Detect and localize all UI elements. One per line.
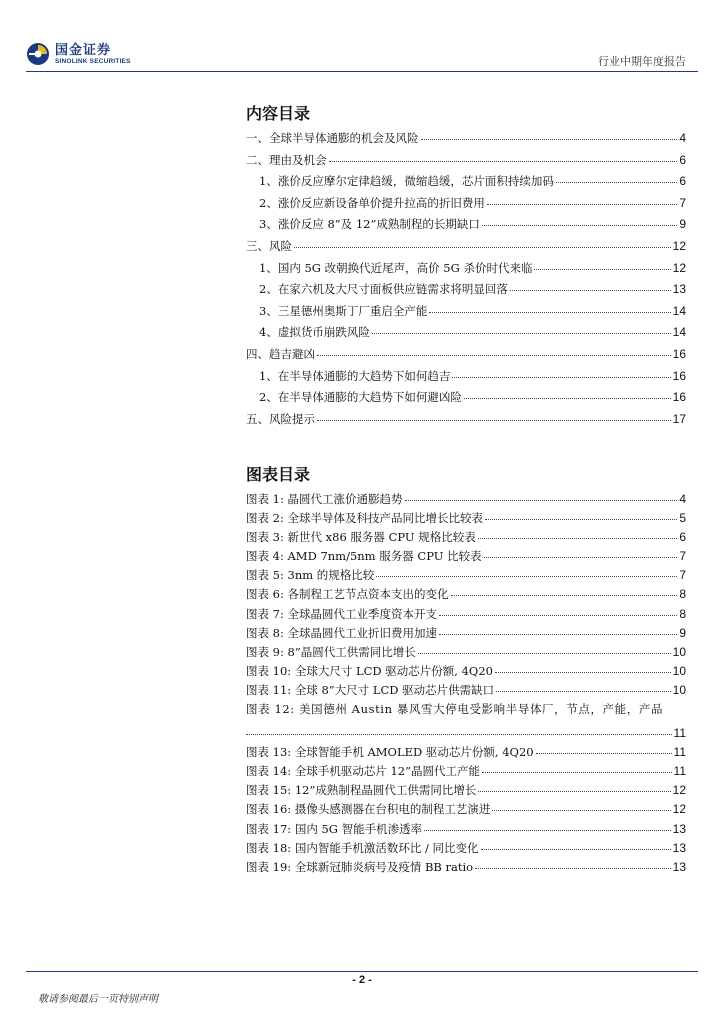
leader-dots <box>496 680 671 692</box>
leader-dots <box>424 819 671 831</box>
figures-title: 图表目录 <box>246 465 311 484</box>
toc-entry[interactable] <box>246 238 686 260</box>
footer-divider <box>26 971 698 972</box>
leader-dots <box>495 661 671 673</box>
figure-entry-label: 图表 11: 全球 8”大尺寸 LCD 驱动芯片供需缺口 <box>246 682 495 697</box>
leader-dots <box>487 193 677 205</box>
toc-entry-page: 12 <box>672 238 686 253</box>
figure-entry-page: 10 <box>672 682 686 697</box>
toc-entry[interactable] <box>246 173 686 195</box>
figure-entry-label: 图表 9: 8”晶圆代工供需同比增长 <box>246 644 416 659</box>
toc-entry-page: 17 <box>672 411 686 426</box>
toc-entry-label: 1、涨价反应摩尔定律趋缓，微缩趋缓，芯片面积持续加码 <box>259 174 554 189</box>
table-of-contents <box>246 130 686 432</box>
figure-entry-page: 9 <box>679 625 686 640</box>
figure-entry[interactable] <box>246 682 686 701</box>
leader-dots <box>246 723 672 735</box>
page-header <box>0 0 724 80</box>
leader-dots <box>484 546 678 558</box>
toc-entry[interactable] <box>246 260 686 282</box>
leader-dots <box>294 236 671 248</box>
leader-dots <box>439 623 677 635</box>
toc-entry-page: 16 <box>672 390 686 405</box>
leader-dots <box>439 604 677 616</box>
toc-entry-label: 2、在半导体通膨的大趋势下如何避凶险 <box>259 390 462 405</box>
toc-entry-page: 16 <box>672 346 686 361</box>
toc-entry-label: 一、全球半导体通膨的机会及风险 <box>246 131 419 145</box>
figure-entry-page: 12 <box>672 783 686 798</box>
figure-entry-page: 10 <box>672 644 686 659</box>
leader-dots <box>451 584 678 596</box>
figure-entry-page: 7 <box>679 568 686 583</box>
figure-entry-label: 图表 13: 全球智能手机 AMOLED 驱动芯片份额, 4Q20 <box>246 745 534 760</box>
leader-dots <box>421 128 678 140</box>
company-logo <box>26 42 131 66</box>
toc-title: 内容目录 <box>246 104 311 123</box>
leader-dots <box>481 838 671 850</box>
disclaimer-note: 敬请参阅最后一页特别声明 <box>38 994 158 1005</box>
toc-entry-page: 16 <box>672 368 686 383</box>
toc-entry-page: 14 <box>672 303 686 318</box>
page-number: - 2 - <box>352 974 372 986</box>
toc-entry-label: 三、风险 <box>246 238 292 253</box>
toc-entry-label: 2、涨价反应新设备单价提升拉高的折旧费用 <box>259 195 485 210</box>
figure-entry-label: 图表 2: 全球半导体及科技产品同比增长比较表 <box>246 511 483 526</box>
leader-dots <box>485 508 677 520</box>
leader-dots <box>418 642 671 654</box>
toc-entry[interactable] <box>246 281 686 303</box>
toc-entry-page: 9 <box>679 217 686 232</box>
leader-dots <box>475 857 671 869</box>
figure-entry-label: 图表 16: 摄像头感测器在台积电的制程工艺演进 <box>246 802 491 817</box>
figure-entry[interactable] <box>246 701 686 725</box>
leader-dots <box>317 344 671 356</box>
leader-dots <box>510 279 671 291</box>
figure-entry-label: 图表 15: 12”成熟制程晶圆代工供需同比增长 <box>246 783 477 798</box>
leader-dots <box>429 301 670 313</box>
toc-entry-label: 2、在家六机及大尺寸面板供应链需求将明显回落 <box>259 282 508 297</box>
leader-dots <box>405 489 678 501</box>
figure-entry-label: 图表 6: 各制程工艺节点资本支出的变化 <box>246 587 449 602</box>
toc-entry-page: 14 <box>672 325 686 340</box>
toc-entry[interactable] <box>246 346 686 368</box>
figure-entry-label: 图表 8: 全球晶圆代工业折旧费用加速 <box>246 625 438 640</box>
figure-entry-label: 图表 3: 新世代 x86 服务器 CPU 规格比较表 <box>246 530 476 545</box>
figure-entry-label: 图表 19: 全球新冠肺炎病号及疫情 BB ratio <box>246 859 474 874</box>
figure-entry-page: 8 <box>679 587 686 602</box>
toc-entry-label: 五、风险提示 <box>246 411 315 426</box>
leader-dots <box>478 780 670 792</box>
figure-entry-page: 11 <box>673 726 686 741</box>
toc-entry[interactable] <box>246 195 686 217</box>
toc-entry[interactable] <box>246 216 686 238</box>
figure-entry-page: 6 <box>679 530 686 545</box>
toc-entry[interactable] <box>246 324 686 346</box>
toc-entry-label: 3、涨价反应 8”及 12”成熟制程的长期缺口 <box>259 217 480 232</box>
figure-entry-label: 图表 5: 3nm 的规格比较 <box>246 568 375 583</box>
leader-dots <box>482 214 677 226</box>
figure-entry-label: 图表 17: 国内 5G 智能手机渗透率 <box>246 821 423 836</box>
toc-entry-page: 4 <box>679 131 686 145</box>
leader-dots <box>556 171 677 183</box>
figure-entry-page: 13 <box>672 821 686 836</box>
leader-dots <box>482 761 672 773</box>
figure-entry-page: 12 <box>672 802 686 817</box>
figure-entry-label: 图表 1: 晶圆代工涨价通膨趋势 <box>246 492 403 506</box>
leader-dots <box>536 742 672 754</box>
figure-entry-label: 图表 18: 国内智能手机激活数环比 / 同比变化 <box>246 840 479 855</box>
logo-chinese-name: 国金证券 <box>55 42 112 58</box>
header-divider <box>26 71 698 72</box>
figure-entry-page: 4 <box>679 492 686 506</box>
figure-entry-page: 11 <box>673 764 686 779</box>
toc-entry-label: 4、虚拟货币崩跌风险 <box>259 325 370 340</box>
leader-dots <box>534 258 670 270</box>
toc-entry-page: 6 <box>679 174 686 189</box>
toc-entry[interactable] <box>246 303 686 325</box>
figure-entry-page: 10 <box>672 663 686 678</box>
figure-entry-page: 7 <box>679 549 686 564</box>
figure-entry-label: 图表 7: 全球晶圆代工业季度资本开支 <box>246 606 438 621</box>
toc-entry[interactable] <box>246 389 686 411</box>
figure-entry-page: 13 <box>672 859 686 874</box>
leader-dots <box>329 150 678 162</box>
leader-dots <box>376 565 677 577</box>
figure-entry-label: 图表 10: 全球大尺寸 LCD 驱动芯片份额, 4Q20 <box>246 663 493 678</box>
toc-entry-page: 6 <box>679 152 686 167</box>
toc-entry[interactable] <box>246 411 686 433</box>
figure-entry-page: 11 <box>673 745 686 760</box>
figure-entry-page: 13 <box>672 840 686 855</box>
toc-entry-label: 1、在半导体通膨的大趋势下如何趋吉 <box>259 368 451 383</box>
figure-entry[interactable] <box>246 859 686 878</box>
leader-dots <box>372 322 671 334</box>
toc-entry[interactable] <box>246 368 686 390</box>
figure-entry-page: 5 <box>679 511 686 526</box>
toc-entry-page: 13 <box>672 282 686 297</box>
figure-entry-label: 图表 14: 全球手机驱动芯片 12”晶圆代工产能 <box>246 764 480 779</box>
leader-dots <box>317 409 671 421</box>
leader-dots <box>452 366 670 378</box>
leader-dots <box>464 387 671 399</box>
logo-english-name: SINOLINK SECURITIES <box>55 57 131 65</box>
toc-entry-label: 四、趋吉避凶 <box>246 346 315 361</box>
toc-entry[interactable] <box>246 152 686 174</box>
list-of-figures <box>246 491 686 878</box>
toc-entry[interactable] <box>246 130 686 152</box>
figure-entry-page: 8 <box>679 606 686 621</box>
toc-entry-label: 1、国内 5G 改朝换代近尾声，高价 5G 杀价时代来临 <box>259 260 533 275</box>
figure-entry-label: 图表 12: 美国德州 Austin 暴风雪大停电受影响半导体厂，节点，产能，产品 <box>246 702 664 717</box>
toc-entry-page: 12 <box>672 260 686 275</box>
leader-dots <box>478 527 678 539</box>
sinolink-logo-icon <box>26 42 50 66</box>
toc-entry-page: 7 <box>679 195 686 210</box>
figure-entry-label: 图表 4: AMD 7nm/5nm 服务器 CPU 比较表 <box>246 549 482 564</box>
toc-entry-label: 二、理由及机会 <box>246 152 327 167</box>
toc-entry-label: 3、三星德州奥斯丁厂重启全产能 <box>259 303 428 318</box>
report-type: 行业中期年度报告 <box>598 55 686 68</box>
leader-dots <box>492 799 670 811</box>
